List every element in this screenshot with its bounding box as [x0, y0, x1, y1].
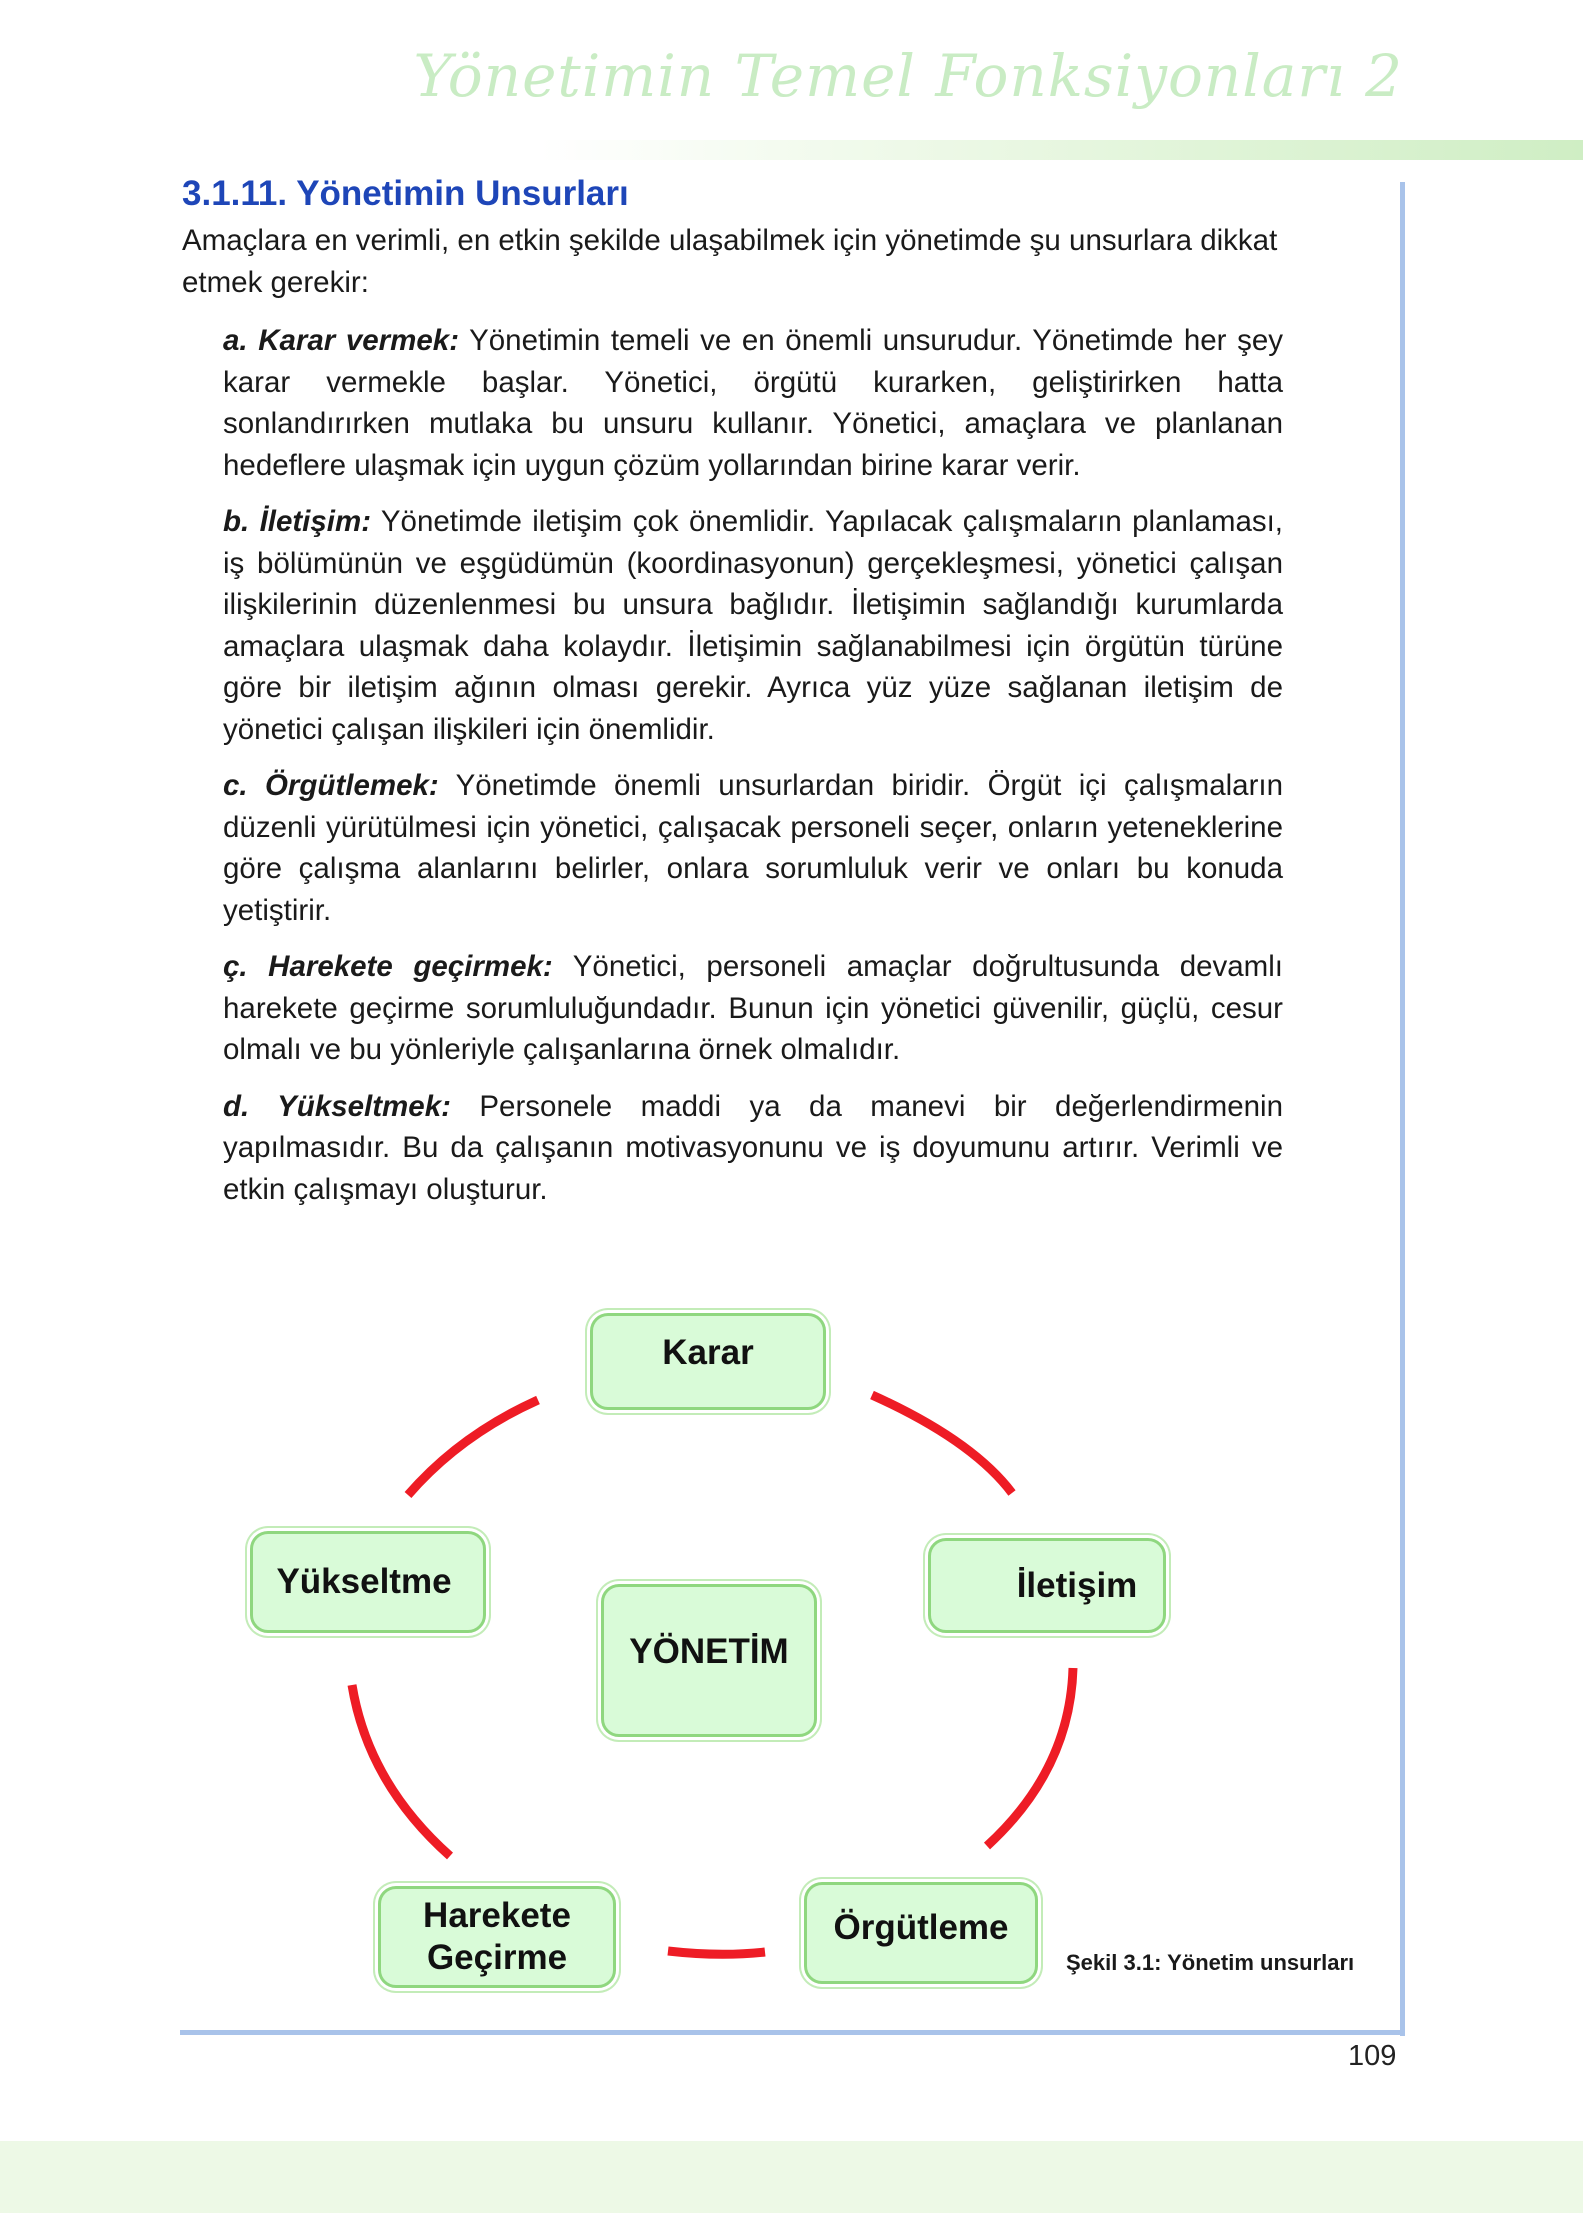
item-orgutlemek — [223, 765, 1283, 931]
node-harekete-line1: Harekete — [423, 1896, 571, 1935]
item-term: ç. Harekete geçirmek: — [223, 950, 553, 983]
section-title: 3.1.11. Yönetimin Unsurları — [182, 174, 629, 213]
item-text: Personele maddi ya da manevi bir değerlendirmenin yapılmasıdır. Bu da çalışanın motivasyonunu ve iş doyumunu artırır. Verimli ve etkin çalışmayı oluşturur. — [223, 1089, 1284, 1206]
item-term: d. Yükseltmek: — [223, 1089, 451, 1123]
item-karar-vermek — [223, 320, 1283, 486]
item-text: Yönetimde önemli unsurlardan biridir. Örgüt içi çalışmaların düzenli yürütülmesi için yönetici, çalışacak personeli seçer, onların yeteneklerine göre çalışma alanlarını belirler, onlara sorumluluk verir ve onları bu konuda yetiştirir. — [223, 769, 1283, 927]
node-orgutleme: Örgütleme — [804, 1882, 1038, 1984]
node-iletisim: İletişim — [928, 1538, 1166, 1633]
item-term: c. Örgütlemek: — [223, 769, 439, 802]
running-title: Yönetimin Temel Fonksiyonları 2 — [413, 42, 1403, 110]
page-number: 109 — [1348, 2040, 1397, 2072]
node-yonetim-center: YÖNETİM — [601, 1584, 817, 1737]
node-yukseltme: Yükseltme — [250, 1531, 486, 1633]
item-harekete-gecirmek — [223, 946, 1283, 1071]
item-iletisim — [223, 501, 1283, 750]
node-karar: Karar — [590, 1313, 826, 1410]
intro-paragraph: Amaçlara en verimli, en etkin şekilde ulaşabilmek için yönetimde şu unsurlara dikkat etmek gerekir: — [182, 224, 1278, 299]
arc-karar-iletisim — [872, 1395, 1012, 1493]
item-term: b. İletişim: — [223, 505, 372, 538]
frame-bottom-rule — [180, 2030, 1405, 2035]
item-text: Yönetimde iletişim çok önemlidir. Yapılacak çalışmaların planlaması, iş bölümünün ve eşgüdümün (koordinasyonun) gerçekleşmesi, yönetici çalışan ilişkilerinin düzenlenmesi bu unsura bağlıdır. İletişimin sağlandığı kurumlarda amaçlara ulaşmak daha kolaydır. İletişimin sağlanabilmesi için örgütün türüne göre bir iletişim ağının olması gerekir. Ayrıca yüz yüze sağlanan iletişim de yönetici çalışan ilişkileri için önemlidir. — [223, 505, 1283, 746]
arc-iletisim-orgutleme — [987, 1668, 1073, 1846]
element-list — [223, 320, 1283, 1225]
item-term: a. Karar vermek: — [223, 324, 460, 357]
arc-yukseltme-karar — [408, 1400, 538, 1495]
item-text: Yönetici, personeli amaçlar doğrultusunda devamlı harekete geçirme sorumluluğundadır. Bunun için yönetici güvenilir, güçlü, cesur olmalı ve bu yönleriyle çalışanlarına örnek olmalıdır. — [223, 950, 1283, 1066]
figure-caption: Şekil 3.1: Yönetim unsurları — [1066, 1950, 1355, 1975]
item-yukseltmek — [223, 1086, 1283, 1211]
footer-band — [0, 2141, 1583, 2213]
header-band — [540, 140, 1583, 160]
frame-right-rule — [1400, 182, 1405, 2036]
node-harekete-gecirme — [378, 1886, 616, 1988]
node-harekete-line2: Geçirme — [426, 1938, 568, 1977]
arc-harekete-yukseltme — [352, 1685, 450, 1856]
arc-orgutleme-harekete — [668, 1951, 765, 1954]
item-text: Yönetimin temeli ve en önemli unsurudur. Yönetimde her şey karar vermekle başlar. Yönetici, örgütü kurarken, geliştirirken hatta sonlandırırken mutlaka bu unsuru kullanır. Yönetici, amaçlara ve planlanan hedeflere ulaşmak için uygun çözüm yollarından birine karar verir. — [223, 324, 1284, 482]
